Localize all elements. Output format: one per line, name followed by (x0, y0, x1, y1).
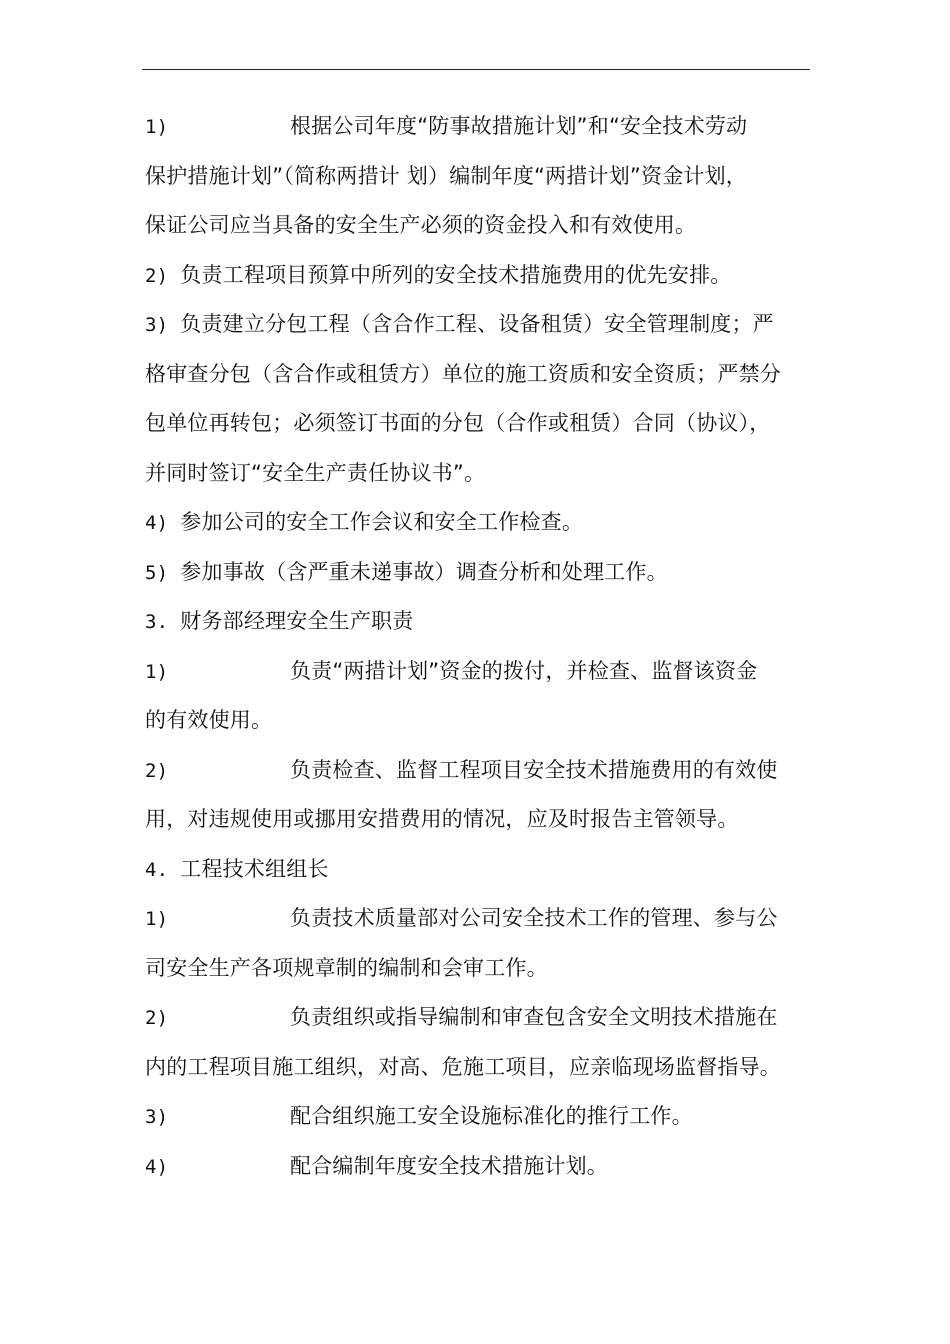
section-title: 工程技术组组长 (180, 856, 329, 881)
item-number: 4) (145, 1155, 169, 1178)
paragraph-line (145, 647, 825, 697)
paragraph-line (145, 251, 825, 301)
section-heading (145, 845, 825, 895)
item-number: 4) (145, 512, 169, 534)
item-number: 3) (145, 314, 169, 336)
item-number: 2) (145, 1007, 169, 1029)
paragraph-line (145, 548, 825, 598)
section-title: 财务部经理安全生产职责 (180, 609, 414, 633)
line-text: 负责技术质量部对公司安全技术工作的管理、参与公 (290, 906, 778, 930)
line-text: 负责组织或指导编制和审查包含安全文明技术措施在 (290, 1005, 778, 1029)
paragraph-line (145, 399, 825, 449)
line-text: 司安全生产各项规章制的编制和会审工作。 (145, 955, 548, 980)
paragraph-line (145, 449, 825, 499)
paragraph-line (145, 152, 825, 202)
line-text: 用，对违规使用或挪用安措费用的情况，应及时报告主管领导。 (145, 807, 739, 831)
paragraph-line (145, 498, 825, 548)
line-text: 保证公司应当具备的安全生产必须的资金投入和有效使用。 (145, 213, 697, 237)
paragraph-line (145, 102, 825, 152)
paragraph-line (145, 944, 825, 994)
paragraph-line (145, 300, 825, 350)
section-number: 4. (145, 858, 169, 881)
line-text: 内的工程项目施工组织，对高、危施工项目，应亲临现场监督指导。 (145, 1054, 781, 1079)
line-text: 参加事故（含严重未递事故）调查分析和处理工作。 (180, 559, 668, 584)
item-number: 2) (145, 264, 169, 287)
paragraph-line (145, 201, 825, 251)
item-number: 1) (145, 116, 169, 138)
document-body (145, 102, 825, 1191)
paragraph-line (145, 1092, 825, 1142)
item-number: 5) (145, 561, 169, 584)
paragraph-line (145, 993, 825, 1043)
line-text: 包单位再转包；必须签订书面的分包（合作或租赁）合同（协议）， (145, 411, 771, 435)
header-rule (142, 69, 810, 70)
paragraph-line (145, 795, 825, 845)
line-text: 负责工程项目预算中所列的安全技术措施费用的优先安排。 (180, 262, 732, 287)
line-text: 负责“两措计划”资金的拨付，并检查、监督该资金 (290, 658, 758, 683)
item-number: 2) (145, 759, 169, 782)
paragraph-line (145, 350, 825, 400)
line-text: 并同时签订“安全生产责任协议书”。 (145, 460, 486, 485)
line-text: 配合组织施工安全设施标准化的推行工作。 (290, 1104, 693, 1128)
item-number: 1) (145, 908, 169, 930)
line-text: 保护措施计划”（简称两措计 划）编制年度“两措计划”资金计划， (145, 163, 748, 188)
line-text: 负责检查、监督工程项目安全技术措施费用的有效使 (290, 757, 778, 782)
section-heading (145, 597, 825, 647)
line-text: 格审查分包（含合作或租赁方）单位的施工资质和安全资质；严禁分 (145, 361, 781, 386)
section-number: 3. (145, 611, 169, 633)
line-text: 根据公司年度“防事故措施计划”和“安全技术劳动 (290, 114, 748, 138)
item-number: 3) (145, 1106, 169, 1128)
line-text: 负责建立分包工程（含合作工程、设备租赁）安全管理制度；严 (180, 312, 774, 336)
paragraph-line (145, 696, 825, 746)
line-text: 配合编制年度安全技术措施计划。 (290, 1153, 608, 1178)
paragraph-line (145, 746, 825, 796)
line-text: 的有效使用。 (145, 708, 273, 732)
line-text: 参加公司的安全工作会议和安全工作检查。 (180, 510, 584, 534)
paragraph-line (145, 1043, 825, 1093)
item-number: 1) (145, 660, 169, 683)
paragraph-line (145, 894, 825, 944)
paragraph-line (145, 1142, 825, 1192)
